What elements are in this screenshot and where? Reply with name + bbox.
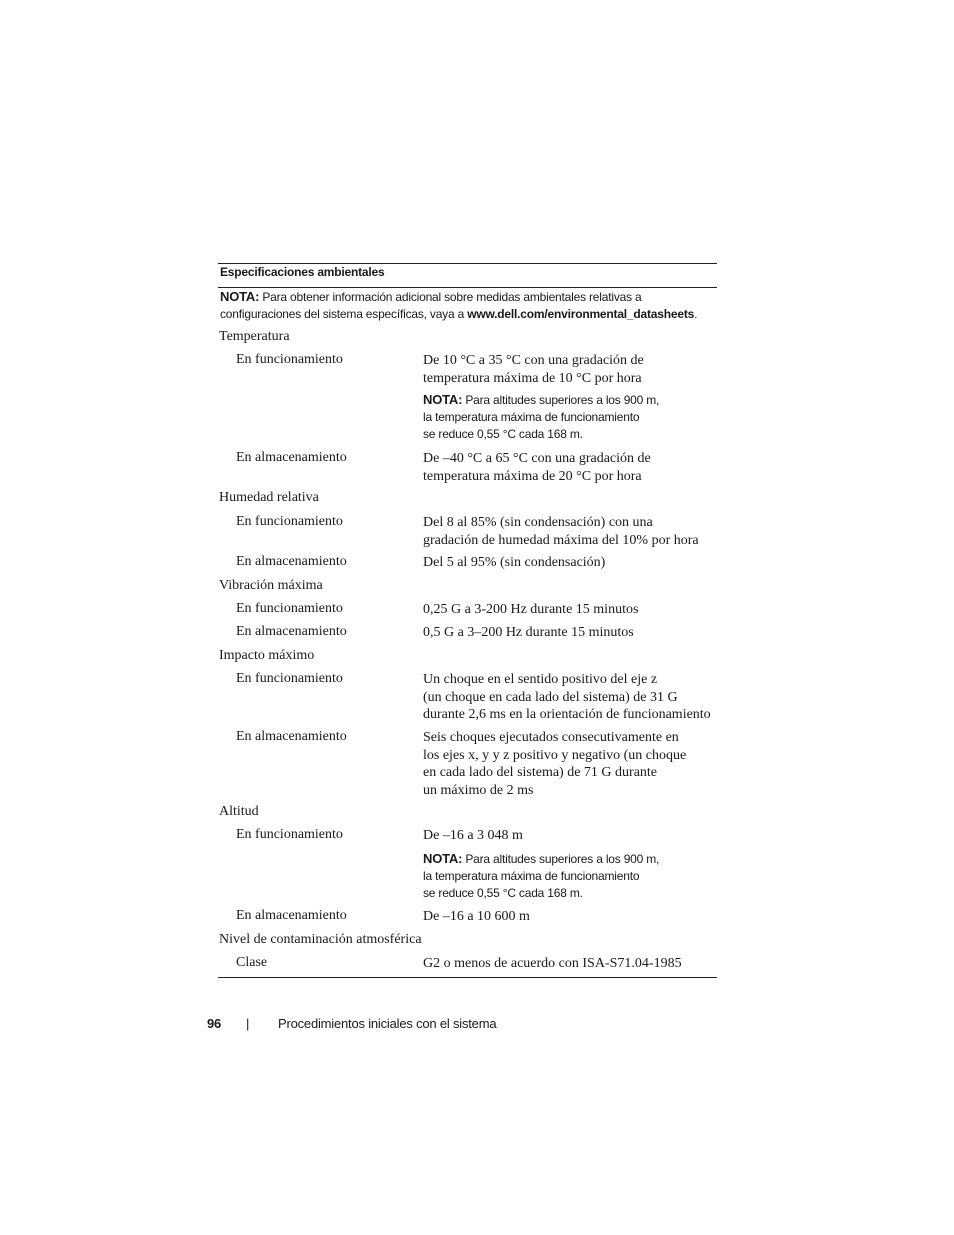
- row-value: Seis choques ejecutados consecutivamente en los ejes x, y y z positivo y negativo (un choque en cada lado del sistema) de 71 G durante un máximo de 2 ms: [423, 730, 687, 798]
- note-line-1: Para obtener información adicional sobre medidas ambientales relativas a: [262, 290, 642, 304]
- row-value: Un choque en el sentido positivo del eje z (un choque en cada lado del sistema) de 31 G durante 2,6 ms en la orientación de funcionamiento: [423, 672, 711, 722]
- footer-section-title: Procedimientos iniciales con el sistema: [278, 1016, 497, 1031]
- general-note: NOTA: Para obtener información adicional sobre medidas ambientales relativas a configuraciones del sistema específicas, vaya a www.dell.com/environmental_datasheets.: [220, 289, 698, 321]
- top-rule: [218, 263, 717, 264]
- row-label: En funcionamiento: [236, 352, 343, 367]
- section-vibracion: Vibración máxima: [219, 578, 323, 593]
- datasheets-link[interactable]: www.dell.com/environmental_datasheets: [467, 307, 695, 321]
- table-title: Especificaciones ambientales: [220, 265, 385, 279]
- note-label: NOTA:: [220, 289, 260, 304]
- row-label: En funcionamiento: [236, 671, 343, 686]
- section-humedad: Humedad relativa: [219, 490, 319, 505]
- row-value: De –40 °C a 65 °C con una gradación de temperatura máxima de 20 °C por hora: [423, 451, 651, 484]
- row-value: Del 8 al 85% (sin condensación) con una gradación de humedad máxima del 10% por hora: [423, 515, 699, 548]
- note-line-2: configuraciones del sistema específicas, vaya a: [220, 307, 468, 321]
- row-label: En almacenamiento: [236, 908, 347, 923]
- bottom-rule: [218, 977, 717, 978]
- section-temperatura: Temperatura: [219, 329, 290, 344]
- section-impacto: Impacto máximo: [219, 648, 315, 663]
- row-label: En funcionamiento: [236, 514, 343, 529]
- section-altitud: Altitud: [219, 804, 259, 819]
- row-label: En almacenamiento: [236, 554, 347, 569]
- row-value: G2 o menos de acuerdo con ISA-S71.04-1985: [423, 956, 682, 971]
- row-label: En almacenamiento: [236, 450, 347, 465]
- row-label: En almacenamiento: [236, 624, 347, 639]
- page-number: 96: [207, 1016, 222, 1031]
- row-label: En almacenamiento: [236, 729, 347, 744]
- row-value: De –16 a 3 048 m: [423, 828, 523, 843]
- altitude-note: NOTA: Para altitudes superiores a los 900 m, la temperatura máxima de funcionamiento se reduce 0,55 °C cada 168 m.: [423, 851, 660, 900]
- row-value: Del 5 al 95% (sin condensación): [423, 555, 606, 570]
- temperature-note: NOTA: Para altitudes superiores a los 900 m, la temperatura máxima de funcionamiento se reduce 0,55 °C cada 168 m.: [423, 392, 660, 441]
- footer-separator: |: [246, 1016, 250, 1031]
- row-value: De 10 °C a 35 °C con una gradación de temperatura máxima de 10 °C por hora: [423, 353, 644, 386]
- row-value: 0,25 G a 3-200 Hz durante 15 minutos: [423, 602, 639, 617]
- section-contaminacion: Nivel de contaminación atmosférica: [219, 932, 422, 947]
- row-value: De –16 a 10 600 m: [423, 909, 530, 924]
- row-label: Clase: [236, 955, 268, 970]
- row-value: 0,5 G a 3–200 Hz durante 15 minutos: [423, 625, 634, 640]
- row-label: En funcionamiento: [236, 601, 343, 616]
- row-label: En funcionamiento: [236, 827, 343, 842]
